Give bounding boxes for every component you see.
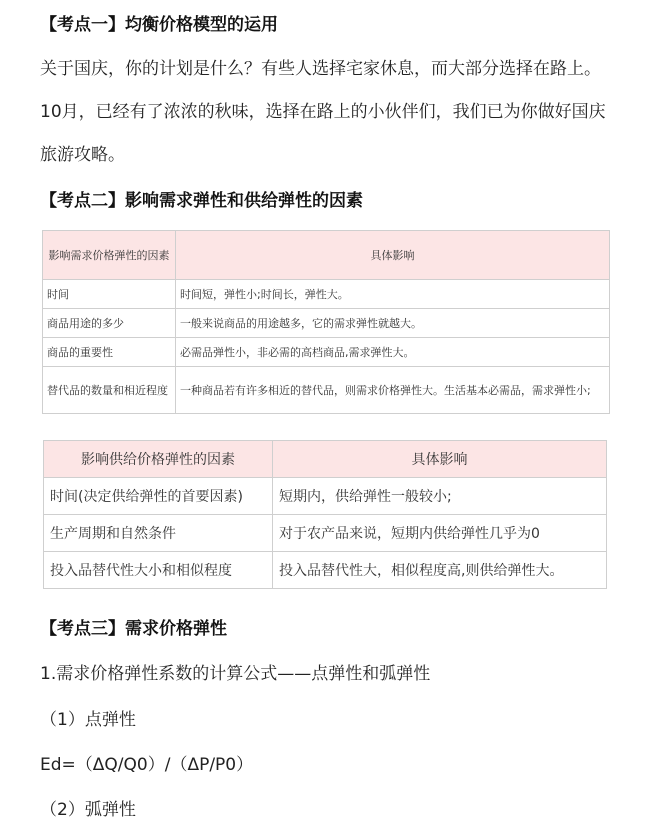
table-cell: 对于农产品来说，短期内供给弹性几乎为0	[273, 515, 607, 552]
table-header-cell: 具体影响	[176, 231, 610, 280]
table-cell: 商品的重要性	[43, 338, 176, 367]
table-header-row	[44, 441, 607, 478]
sub-item-point-elasticity: （1）点弹性	[40, 710, 136, 730]
table-cell: 替代品的数量和相近程度	[43, 367, 176, 414]
table-cell: 时间	[43, 280, 176, 309]
table-cell: 商品用途的多少	[43, 309, 176, 338]
list-item: 1.需求价格弹性系数的计算公式——点弹性和弧弹性	[40, 664, 431, 684]
section-heading-2: 【考点二】影响需求弹性和供给弹性的因素	[40, 191, 363, 211]
table-header-row	[43, 231, 610, 280]
table-header-cell: 影响需求价格弹性的因素	[43, 231, 176, 280]
table-cell: 投入品替代性大小和相似程度	[44, 552, 273, 589]
table-cell: 短期内，供给弹性一般较小;	[273, 478, 607, 515]
table-header-cell: 具体影响	[273, 441, 607, 478]
table-cell: 投入品替代性大，相似程度高,则供给弹性大。	[273, 552, 607, 589]
table-row	[44, 552, 607, 589]
table-row	[44, 515, 607, 552]
table-header-cell: 影响供给价格弹性的因素	[44, 441, 273, 478]
table-cell: 一般来说商品的用途越多，它的需求弹性就越大。	[176, 309, 610, 338]
table-cell: 生产周期和自然条件	[44, 515, 273, 552]
table-row	[43, 280, 610, 309]
section-heading-3: 【考点三】需求价格弹性	[40, 619, 227, 639]
table-cell: 必需品弹性小，非必需的高档商品,需求弹性大。	[176, 338, 610, 367]
supply-elasticity-table	[43, 440, 607, 589]
table-row	[43, 309, 610, 338]
intro-paragraph: 关于国庆，你的计划是什么？有些人选择宅家休息，而大部分选择在路上。10月，已经有了浓浓的秋味，选择在路上的小伙伴们，我们已为你做好国庆旅游攻略。	[40, 59, 606, 165]
table-row	[43, 338, 610, 367]
section-heading-1: 【考点一】均衡价格模型的运用	[40, 15, 278, 35]
table-cell: 时间(决定供给弹性的首要因素)	[44, 478, 273, 515]
demand-elasticity-table	[42, 230, 610, 414]
table-row	[43, 367, 610, 414]
table-row	[44, 478, 607, 515]
sub-item-arc-elasticity: （2）弧弹性	[40, 800, 136, 820]
formula: Ed=（ΔQ/Q0）/（ΔP/P0）	[40, 755, 254, 775]
table-cell: 时间短，弹性小;时间长，弹性大。	[176, 280, 610, 309]
table-cell: 一种商品若有许多相近的替代品，则需求价格弹性大。生活基本必需品，需求弹性小;	[176, 367, 610, 414]
